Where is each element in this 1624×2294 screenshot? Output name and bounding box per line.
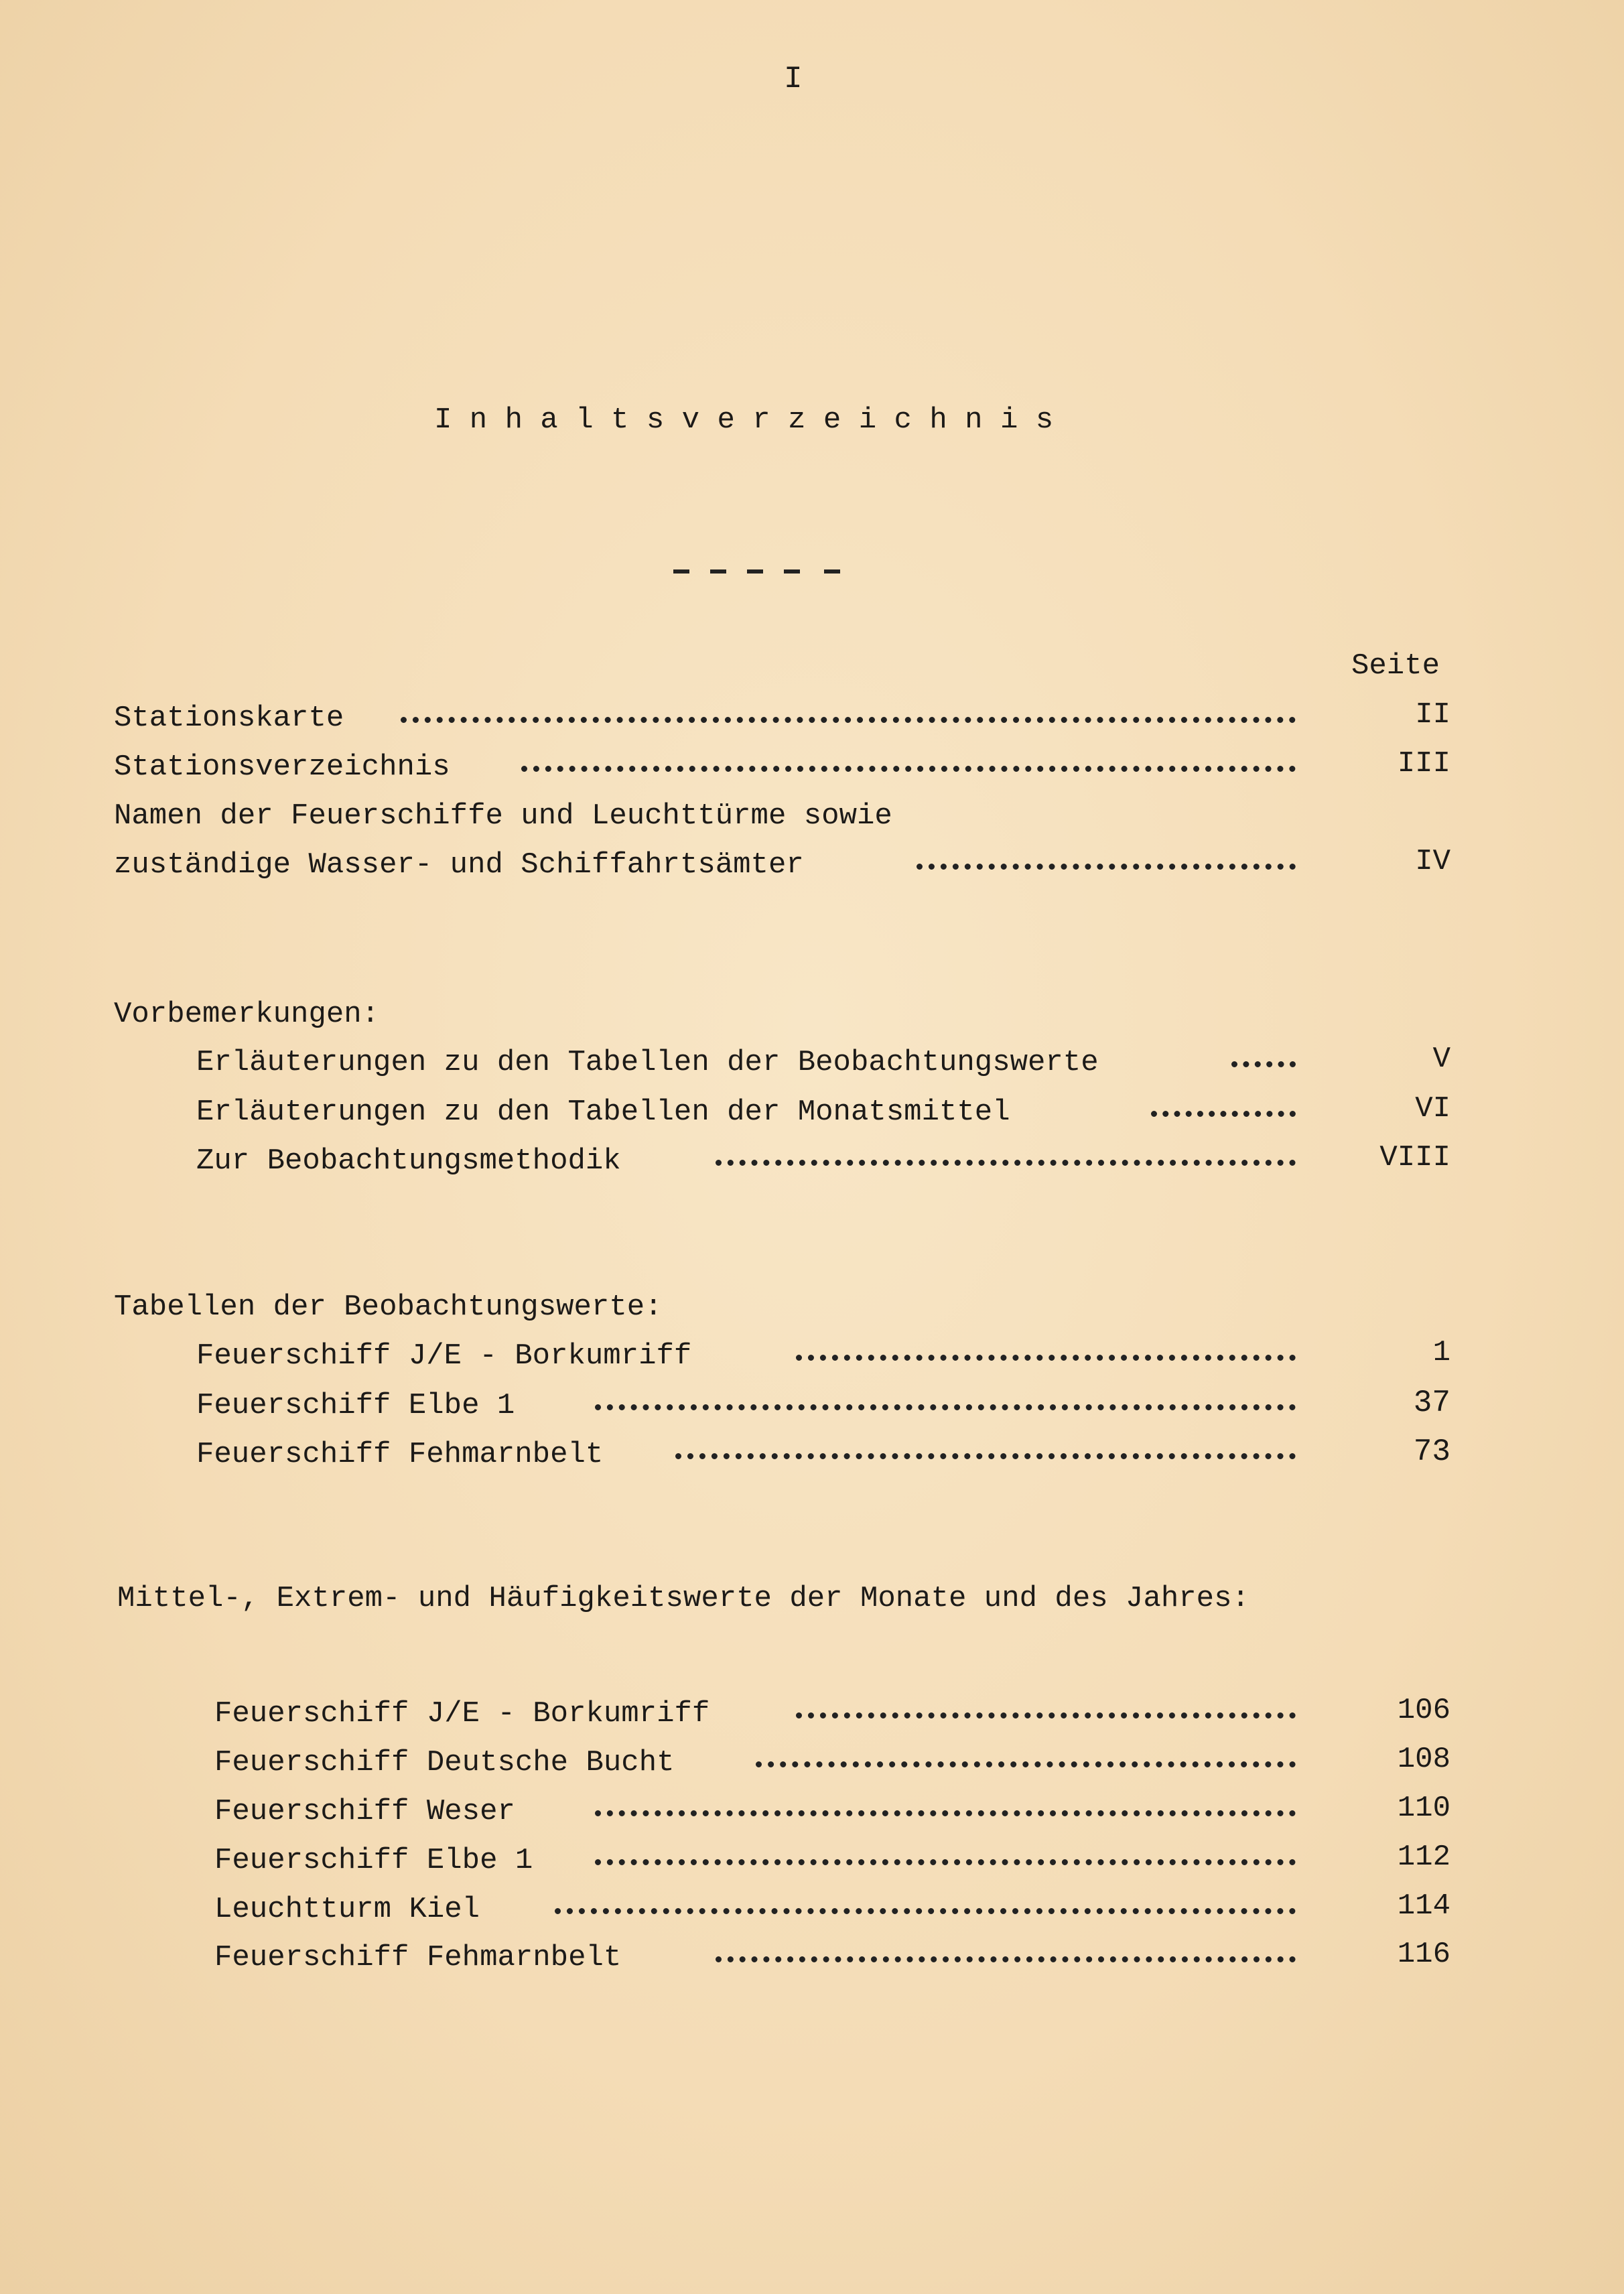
toc-entry-label: Zur Beobachtungsmethodik: [196, 1144, 621, 1178]
toc-entry-page: IV: [1415, 845, 1450, 878]
toc-entry-label: Erläuterungen zu den Tabellen der Monatsmittel: [196, 1095, 1010, 1129]
dot-leader: [796, 1712, 1296, 1718]
page-title: I n h a l t s v e r z e i c h n i s: [434, 403, 1054, 437]
toc-entry-page: 108: [1397, 1743, 1450, 1776]
toc-entry-label: Feuerschiff Elbe 1: [196, 1389, 515, 1422]
seite-label: Seite: [1351, 649, 1440, 683]
toc-entry-label: Stationsverzeichnis: [114, 750, 450, 784]
dot-leader: [756, 1761, 1296, 1767]
toc-entry-page: 1: [1432, 1336, 1450, 1369]
toc-entry-page: 116: [1397, 1938, 1450, 1971]
dot-leader: [716, 1160, 1296, 1166]
toc-entry-page: II: [1415, 698, 1450, 732]
toc-entry-label: Feuerschiff Deutsche Bucht: [214, 1746, 675, 1779]
toc-entry-page: 110: [1397, 1792, 1450, 1825]
toc-entry-label: Feuerschiff Fehmarnbelt: [214, 1941, 622, 1974]
toc-entry-label: Namen der Feuerschiffe und Leuchttürme sowie: [114, 799, 892, 833]
dot-leader: [716, 1956, 1296, 1962]
dot-leader: [401, 717, 1296, 723]
toc-entry-page: 114: [1397, 1889, 1450, 1923]
dot-leader: [595, 1404, 1296, 1410]
section-heading-mittel: Mittel-, Extrem- und Häufigkeitswerte der Monate und des Jahres:: [117, 1582, 1249, 1615]
toc-entry-label: Feuerschiff Elbe 1: [214, 1844, 533, 1877]
toc-entry-label: Leuchtturm Kiel: [214, 1893, 480, 1926]
dot-leader: [796, 1355, 1296, 1361]
page-number: I: [784, 62, 803, 96]
dot-leader: [595, 1859, 1296, 1865]
toc-entry-page: 73: [1413, 1434, 1450, 1469]
toc-entry-page: VI: [1415, 1092, 1450, 1126]
dot-leader: [1151, 1111, 1296, 1117]
dot-leader: [521, 766, 1296, 772]
toc-entry-label: Stationskarte: [114, 701, 344, 735]
section-heading-tabellen: Tabellen der Beobachtungswerte:: [114, 1290, 663, 1324]
toc-entry-label: zuständige Wasser- und Schiffahrtsämter: [114, 848, 804, 882]
dot-leader: [555, 1908, 1296, 1914]
toc-entry-label: Erläuterungen zu den Tabellen der Beobachtungswerte: [196, 1046, 1099, 1079]
toc-entry-label: Feuerschiff J/E - Borkumriff: [196, 1339, 692, 1373]
toc-entry-page: V: [1432, 1042, 1450, 1076]
toc-entry-page: VIII: [1379, 1141, 1450, 1174]
toc-entry-page: 112: [1397, 1840, 1450, 1874]
toc-entry-label: Feuerschiff Fehmarnbelt: [196, 1438, 604, 1471]
toc-entry-page: 37: [1413, 1386, 1450, 1420]
section-heading-vorbemerkungen: Vorbemerkungen:: [114, 998, 380, 1031]
dot-leader: [675, 1453, 1296, 1459]
dot-leader: [595, 1810, 1296, 1816]
toc-entry-label: Feuerschiff J/E - Borkumriff: [214, 1697, 710, 1731]
toc-entry-page: 106: [1397, 1694, 1450, 1727]
dot-leader: [917, 864, 1296, 870]
toc-entry-label: Feuerschiff Weser: [214, 1795, 515, 1828]
toc-entry-page: III: [1397, 747, 1450, 781]
